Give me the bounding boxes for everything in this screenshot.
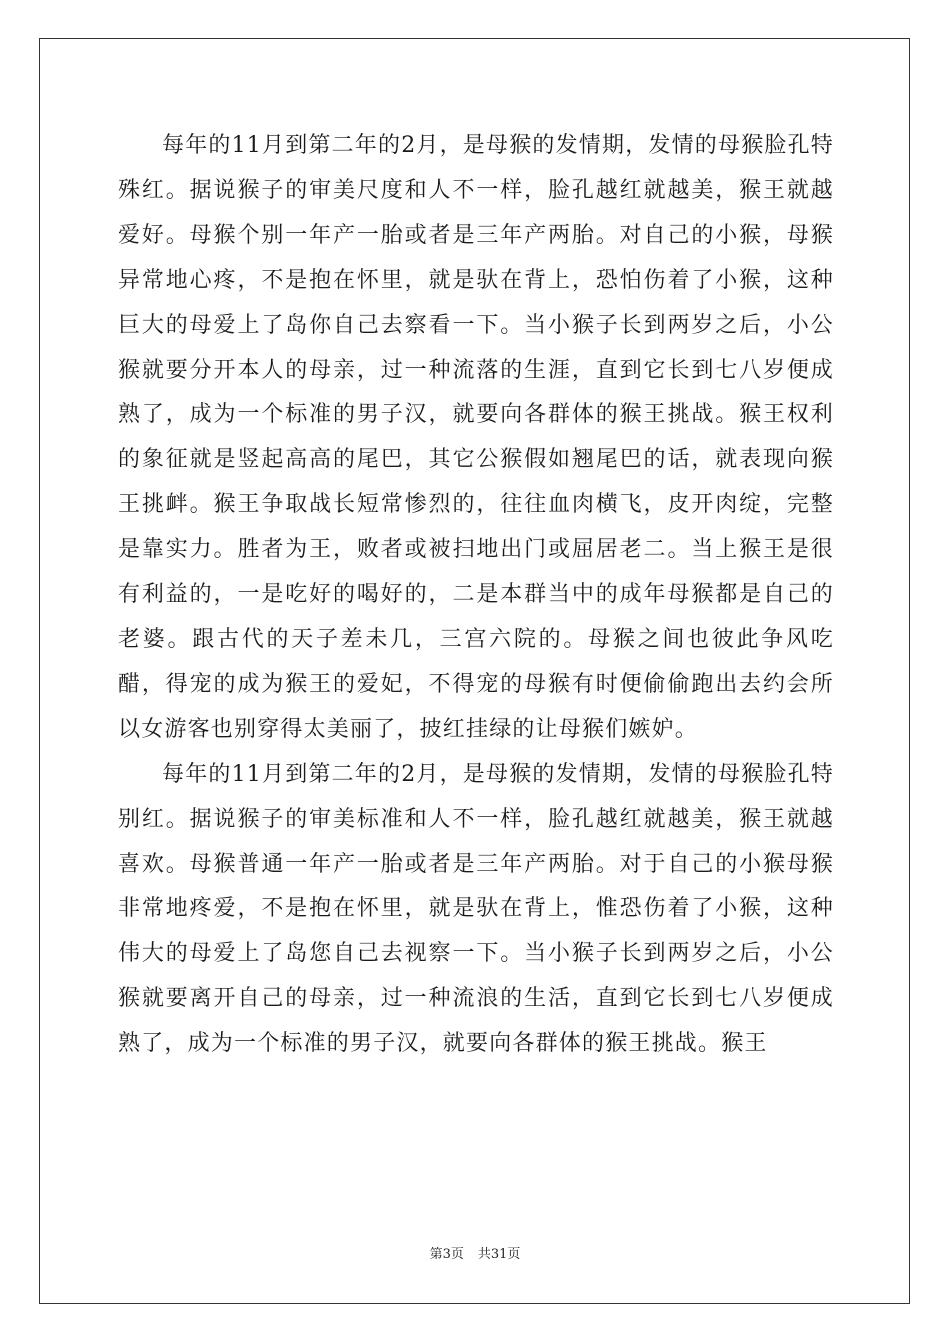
document-body	[118, 124, 834, 1067]
page-footer	[0, 1243, 950, 1262]
page-total: 共31页	[477, 1247, 521, 1262]
paragraph-1: 每年的11月到第二年的2月，是母猴的发情期，发情的母猴脸孔特殊红。据说猴子的审美尺度和人不一样，脸孔越红就越美，猴王就越爱好。母猴个别一年产一胎或者是三年产两胎。对自己的小猴，母猴异常地心疼，不是抱在怀里，就是驮在背上，恐怕伤着了小猴，这种巨大的母爱上了岛你自己去察看一下。当小猴子长到两岁之后，小公猴就要分开本人的母亲，过一种流落的生涯，直到它长到七八岁便成熟了，成为一个标准的男子汉，就要向各群体的猴王挑战。猴王权利的象征就是竖起高高的尾巴，其它公猴假如翘尾巴的话，就表现向猴王挑衅。猴王争取战长短常惨烈的，往往血肉横飞，皮开肉绽，完整是靠实力。胜者为王，败者或被扫地出门或屈居老二。当上猴王是很有利益的，一是吃好的喝好的，二是本群当中的成年母猴都是自己的老婆。跟古代的天子差未几，三宫六院的。母猴之间也彼此争风吃醋，得宠的成为猴王的爱妃，不得宠的母猴有时便偷偷跑出去约会所以女游客也别穿得太美丽了，披红挂绿的让母猴们嫉妒。	[118, 133, 834, 742]
page-number: 第3页	[429, 1247, 464, 1262]
paragraph-2: 每年的11月到第二年的2月，是母猴的发情期，发情的母猴脸孔特别红。据说猴子的审美标准和人不一样，脸孔越红就越美，猴王就越喜欢。母猴普通一年产一胎或者是三年产两胎。对于自己的小猴母猴非常地疼爱，不是抱在怀里，就是驮在背上，惟恐伤着了小猴，这种伟大的母爱上了岛您自己去视察一下。当小猴子长到两岁之后，小公猴就要离开自己的母亲，过一种流浪的生活，直到它长到七八岁便成熟了，成为一个标准的男子汉，就要向各群体的猴王挑战。猴王	[118, 761, 834, 1057]
